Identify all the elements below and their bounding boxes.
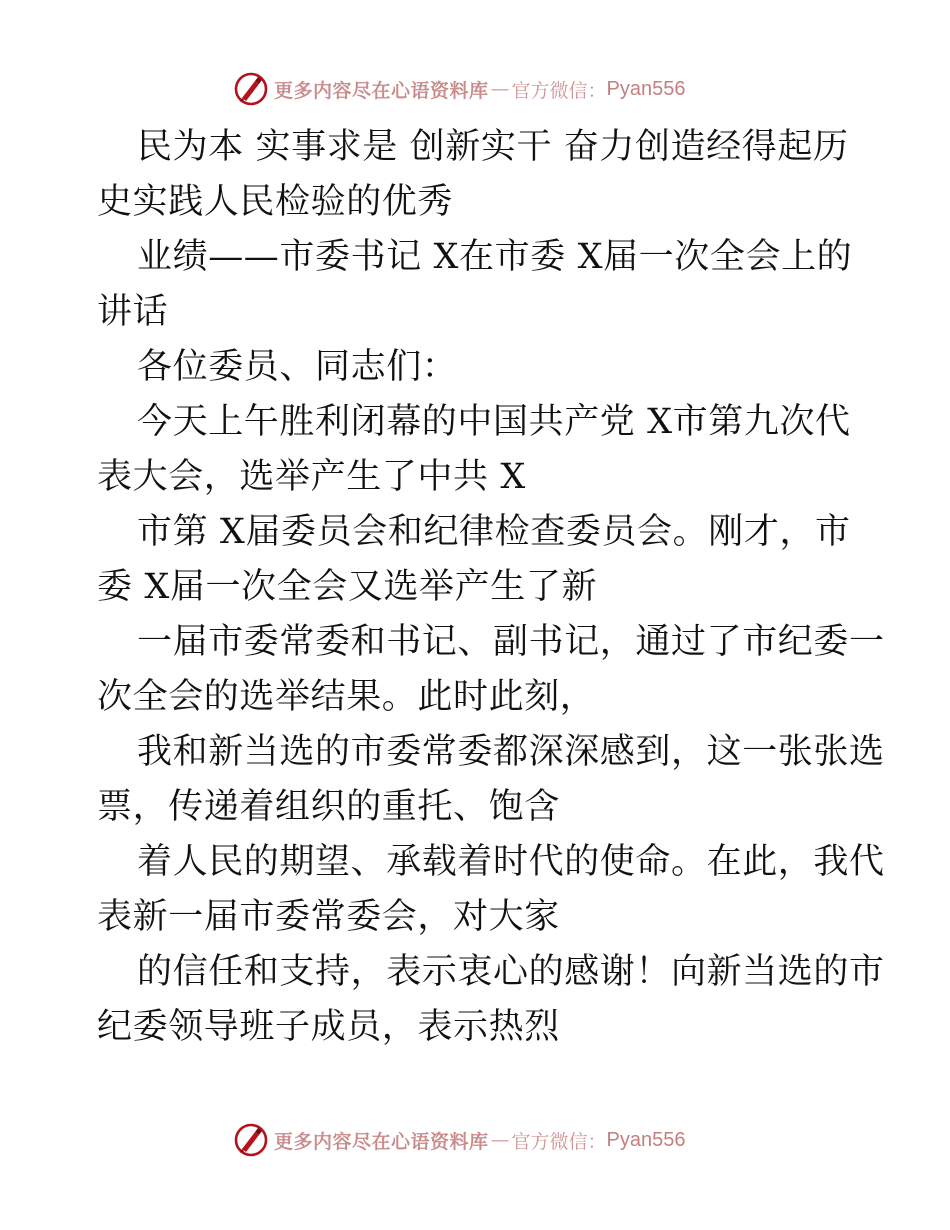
text-line: 票，传递着组织的重托、饱含	[97, 787, 560, 827]
library-name: 更多内容尽在心语资料库	[274, 1130, 489, 1153]
text-line: 表大会，选举产生了中共 X	[97, 457, 526, 497]
wechat-id: Pyan556	[606, 1128, 686, 1151]
paragraph-body	[97, 505, 867, 615]
text-line: 表新一届市委常委会，对大家	[97, 897, 560, 937]
text-line: 一届市委常委和书记、副书记，通过了市纪委一	[137, 622, 885, 662]
wechat-id: Pyan556	[606, 77, 686, 100]
paragraph-body	[97, 945, 885, 1055]
text-line: 的信任和支持，表示衷心的感谢！向新当选的市	[137, 952, 885, 992]
paragraph-title-part1	[97, 120, 867, 230]
text-line: 今天上午胜利闭幕的中国共产党 X市第九次代	[137, 402, 851, 442]
text-line: 委 X届一次全会又选举产生了新	[97, 567, 598, 607]
pen-logo-icon	[234, 72, 268, 106]
text-line: 市第 X届委员会和纪律检查委员会。刚才，市	[137, 512, 851, 552]
text-line: 纪委领导班子成员，表示热烈	[97, 1007, 560, 1047]
wechat-label: 官方微信：	[511, 79, 607, 102]
text-line: 我和新当选的市委常委都深深感到，这一张张选	[137, 732, 885, 772]
text-line: 次全会的选举结果。此时此刻，	[97, 677, 596, 717]
banner-separator: —	[490, 78, 510, 100]
wechat-label: 官方微信：	[511, 1130, 607, 1153]
paragraph-body	[97, 395, 867, 505]
text-line: 业绩——市委书记 X在市委 X届一次全会上的	[137, 237, 853, 277]
header-watermark	[234, 71, 686, 107]
paragraph-title-part2	[97, 230, 867, 340]
paragraph-body	[97, 615, 885, 725]
paragraph-salutation	[97, 340, 867, 395]
text-line: 各位委员、同志们：	[137, 347, 458, 387]
text-line: 民为本 实事求是 创新实干 奋力创造经得起历	[137, 127, 849, 167]
footer-watermark	[234, 1122, 686, 1158]
paragraph-body	[97, 725, 885, 835]
document-body	[97, 120, 885, 1055]
text-line: 史实践人民检验的优秀	[97, 182, 454, 222]
text-line: 讲话	[97, 292, 169, 332]
text-line: 着人民的期望、承载着时代的使命。在此，我代	[137, 842, 885, 882]
paragraph-body	[97, 835, 885, 945]
pen-logo-icon	[234, 1123, 268, 1157]
library-name: 更多内容尽在心语资料库	[274, 79, 489, 102]
banner-separator: —	[490, 1129, 510, 1151]
